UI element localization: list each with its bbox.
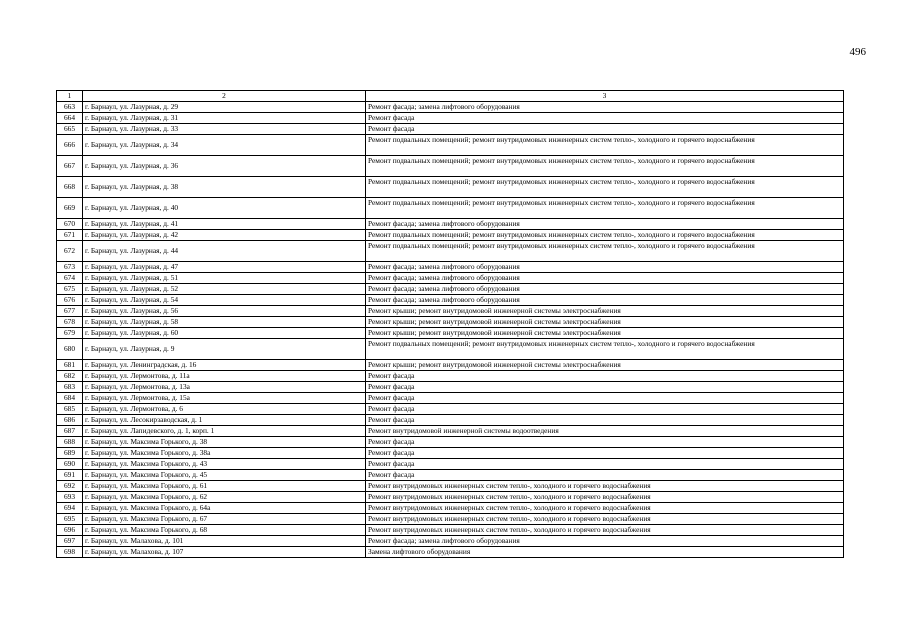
- row-work: Ремонт фасада: [366, 393, 844, 404]
- row-number: 686: [57, 415, 83, 426]
- row-address: г. Барнаул, ул. Максима Горького, д. 61: [83, 481, 366, 492]
- row-number: 694: [57, 503, 83, 514]
- row-work: Ремонт фасада; замена лифтового оборудования: [366, 102, 844, 113]
- row-number: 680: [57, 339, 83, 360]
- row-number: 670: [57, 219, 83, 230]
- row-number: 679: [57, 328, 83, 339]
- row-address: г. Барнаул, ул. Лапидевского, д. 1, корп. 1: [83, 426, 366, 437]
- row-number: 689: [57, 448, 83, 459]
- row-work: Ремонт фасада: [366, 448, 844, 459]
- row-work: Ремонт фасада: [366, 437, 844, 448]
- row-work: Ремонт внутридомовых инженерных систем тепло-, холодного и горячего водоснабжения: [366, 481, 844, 492]
- row-number: 687: [57, 426, 83, 437]
- row-work: Ремонт фасада; замена лифтового оборудования: [366, 536, 844, 547]
- row-work: Ремонт подвальных помещений; ремонт внутридомовых инженерных систем тепло-, холодного и горячего водоснабжения: [366, 339, 844, 360]
- row-address: г. Барнаул, ул. Лазурная, д. 56: [83, 306, 366, 317]
- row-work: Ремонт фасада; замена лифтового оборудования: [366, 295, 844, 306]
- row-address: г. Барнаул, ул. Максима Горького, д. 38: [83, 437, 366, 448]
- table-row: [57, 459, 844, 470]
- table-row: [57, 339, 844, 360]
- row-number: 673: [57, 262, 83, 273]
- row-address: г. Барнаул, ул. Лазурная, д. 33: [83, 124, 366, 135]
- row-number: 682: [57, 371, 83, 382]
- row-address: г. Барнаул, ул. Максима Горького, д. 68: [83, 525, 366, 536]
- row-number: 667: [57, 156, 83, 177]
- table-row: [57, 426, 844, 437]
- row-work: Ремонт подвальных помещений; ремонт внутридомовых инженерных систем тепло-, холодного и горячего водоснабжения: [366, 241, 844, 262]
- row-address: г. Барнаул, ул. Максима Горького, д. 38а: [83, 448, 366, 459]
- table-row: [57, 241, 844, 262]
- row-number: 669: [57, 198, 83, 219]
- row-work: Ремонт внутридомовых инженерных систем тепло-, холодного и горячего водоснабжения: [366, 503, 844, 514]
- row-address: г. Барнаул, ул. Лермонтова, д. 13а: [83, 382, 366, 393]
- row-number: 665: [57, 124, 83, 135]
- row-work: Ремонт фасада: [366, 382, 844, 393]
- table-row: [57, 393, 844, 404]
- row-work: Ремонт фасада: [366, 415, 844, 426]
- row-work: Ремонт фасада: [366, 371, 844, 382]
- row-work: Ремонт внутридомовых инженерных систем тепло-, холодного и горячего водоснабжения: [366, 492, 844, 503]
- row-address: г. Барнаул, ул. Максима Горького, д. 64а: [83, 503, 366, 514]
- table-row: [57, 360, 844, 371]
- table-row: [57, 317, 844, 328]
- table-row: [57, 124, 844, 135]
- row-address: г. Барнаул, ул. Лазурная, д. 38: [83, 177, 366, 198]
- row-address: г. Барнаул, ул. Лазурная, д. 44: [83, 241, 366, 262]
- row-address: г. Барнаул, ул. Лермонтова, д. 15а: [83, 393, 366, 404]
- column-header-number: 1: [57, 91, 83, 102]
- table-row: [57, 404, 844, 415]
- row-number: 692: [57, 481, 83, 492]
- table-row: [57, 262, 844, 273]
- table-row: [57, 306, 844, 317]
- row-address: г. Барнаул, ул. Лазурная, д. 9: [83, 339, 366, 360]
- header-row: [57, 91, 844, 102]
- row-work: Ремонт подвальных помещений; ремонт внутридомовых инженерных систем тепло-, холодного и горячего водоснабжения: [366, 198, 844, 219]
- row-address: г. Барнаул, ул. Малахова, д. 107: [83, 547, 366, 558]
- table-row: [57, 481, 844, 492]
- column-header-address: 2: [83, 91, 366, 102]
- row-address: г. Барнаул, ул. Лазурная, д. 40: [83, 198, 366, 219]
- row-address: г. Барнаул, ул. Лазурная, д. 36: [83, 156, 366, 177]
- table-row: [57, 177, 844, 198]
- row-number: 681: [57, 360, 83, 371]
- row-address: г. Барнаул, ул. Лазурная, д. 34: [83, 135, 366, 156]
- row-number: 671: [57, 230, 83, 241]
- row-number: 691: [57, 470, 83, 481]
- row-number: 695: [57, 514, 83, 525]
- row-address: г. Барнаул, ул. Лазурная, д. 42: [83, 230, 366, 241]
- table-row: [57, 284, 844, 295]
- table-row: [57, 113, 844, 124]
- row-number: 668: [57, 177, 83, 198]
- row-number: 676: [57, 295, 83, 306]
- row-work: Ремонт фасада: [366, 459, 844, 470]
- table-row: [57, 156, 844, 177]
- row-work: Ремонт фасада: [366, 113, 844, 124]
- row-number: 688: [57, 437, 83, 448]
- row-work: Замена лифтового оборудования: [366, 547, 844, 558]
- row-number: 666: [57, 135, 83, 156]
- row-work: Ремонт внутридомовых инженерных систем тепло-, холодного и горячего водоснабжения: [366, 525, 844, 536]
- row-address: г. Барнаул, ул. Лазурная, д. 31: [83, 113, 366, 124]
- row-address: г. Барнаул, ул. Лермонтова, д. 6: [83, 404, 366, 415]
- row-number: 678: [57, 317, 83, 328]
- table-row: [57, 328, 844, 339]
- row-work: Ремонт крыши; ремонт внутридомовой инженерной системы электроснабжения: [366, 360, 844, 371]
- row-work: Ремонт подвальных помещений; ремонт внутридомовых инженерных систем тепло-, холодного и горячего водоснабжения: [366, 156, 844, 177]
- table-row: [57, 514, 844, 525]
- table-row: [57, 437, 844, 448]
- table-row: [57, 415, 844, 426]
- row-address: г. Барнаул, ул. Лазурная, д. 51: [83, 273, 366, 284]
- row-address: г. Барнаул, ул. Максима Горького, д. 62: [83, 492, 366, 503]
- row-work: Ремонт фасада: [366, 124, 844, 135]
- row-number: 698: [57, 547, 83, 558]
- table-body: [57, 102, 844, 558]
- row-work: Ремонт фасада: [366, 470, 844, 481]
- page-number: 496: [849, 46, 866, 58]
- row-work: Ремонт фасада; замена лифтового оборудования: [366, 273, 844, 284]
- repair-program-table: [56, 90, 844, 558]
- row-address: г. Барнаул, ул. Лесокирзаводская, д. 1: [83, 415, 366, 426]
- row-number: 697: [57, 536, 83, 547]
- row-work: Ремонт подвальных помещений; ремонт внутридомовых инженерных систем тепло-, холодного и горячего водоснабжения: [366, 135, 844, 156]
- table-row: [57, 135, 844, 156]
- row-address: г. Барнаул, ул. Максима Горького, д. 67: [83, 514, 366, 525]
- row-work: Ремонт фасада; замена лифтового оборудования: [366, 219, 844, 230]
- table-row: [57, 102, 844, 113]
- row-address: г. Барнаул, ул. Лазурная, д. 47: [83, 262, 366, 273]
- row-address: г. Барнаул, ул. Малахова, д. 101: [83, 536, 366, 547]
- row-number: 690: [57, 459, 83, 470]
- row-work: Ремонт крыши; ремонт внутридомовой инженерной системы электроснабжения: [366, 328, 844, 339]
- table-row: [57, 198, 844, 219]
- row-number: 693: [57, 492, 83, 503]
- row-work: Ремонт крыши; ремонт внутридомовой инженерной системы электроснабжения: [366, 317, 844, 328]
- row-number: 683: [57, 382, 83, 393]
- row-address: г. Барнаул, ул. Лазурная, д. 29: [83, 102, 366, 113]
- row-number: 664: [57, 113, 83, 124]
- row-address: г. Барнаул, ул. Лазурная, д. 60: [83, 328, 366, 339]
- row-work: Ремонт подвальных помещений; ремонт внутридомовых инженерных систем тепло-, холодного и горячего водоснабжения: [366, 177, 844, 198]
- row-number: 696: [57, 525, 83, 536]
- table-row: [57, 536, 844, 547]
- row-work: Ремонт фасада; замена лифтового оборудования: [366, 262, 844, 273]
- table-row: [57, 230, 844, 241]
- row-number: 685: [57, 404, 83, 415]
- row-number: 677: [57, 306, 83, 317]
- row-number: 674: [57, 273, 83, 284]
- row-work: Ремонт фасада: [366, 404, 844, 415]
- table-row: [57, 219, 844, 230]
- row-number: 663: [57, 102, 83, 113]
- row-number: 675: [57, 284, 83, 295]
- column-header-work: 3: [366, 91, 844, 102]
- row-address: г. Барнаул, ул. Максима Горького, д. 43: [83, 459, 366, 470]
- row-address: г. Барнаул, ул. Лазурная, д. 54: [83, 295, 366, 306]
- table-row: [57, 547, 844, 558]
- row-address: г. Барнаул, ул. Максима Горького, д. 45: [83, 470, 366, 481]
- table-row: [57, 470, 844, 481]
- row-work: Ремонт внутридомовых инженерных систем тепло-, холодного и горячего водоснабжения: [366, 514, 844, 525]
- row-address: г. Барнаул, ул. Лазурная, д. 58: [83, 317, 366, 328]
- table-row: [57, 371, 844, 382]
- table-row: [57, 448, 844, 459]
- row-work: Ремонт фасада; замена лифтового оборудования: [366, 284, 844, 295]
- row-address: г. Барнаул, ул. Лазурная, д. 52: [83, 284, 366, 295]
- row-work: Ремонт внутридомовой инженерной системы водоотведения: [366, 426, 844, 437]
- table-row: [57, 382, 844, 393]
- row-work: Ремонт крыши; ремонт внутридомовой инженерной системы электроснабжения: [366, 306, 844, 317]
- row-number: 684: [57, 393, 83, 404]
- table-row: [57, 273, 844, 284]
- row-address: г. Барнаул, ул. Ленинградская, д. 16: [83, 360, 366, 371]
- row-address: г. Барнаул, ул. Лермонтова, д. 11а: [83, 371, 366, 382]
- row-number: 672: [57, 241, 83, 262]
- row-address: г. Барнаул, ул. Лазурная, д. 41: [83, 219, 366, 230]
- table-row: [57, 492, 844, 503]
- row-work: Ремонт подвальных помещений; ремонт внутридомовых инженерных систем тепло-, холодного и горячего водоснабжения: [366, 230, 844, 241]
- table-row: [57, 503, 844, 514]
- table-row: [57, 295, 844, 306]
- table-row: [57, 525, 844, 536]
